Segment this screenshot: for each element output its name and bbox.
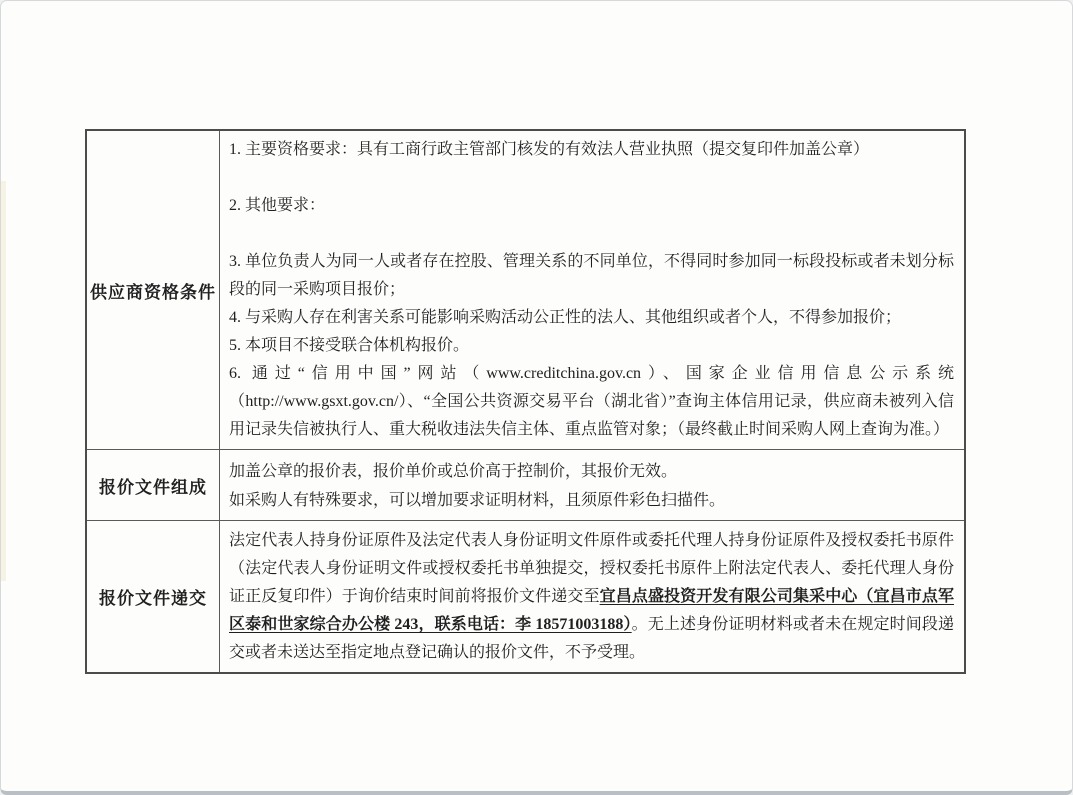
- submission-address-underlined: 宜昌点盛投资开发有限公司集采中心（宜昌市点军区泰和世家综合办公楼 243，联系电话：李 18571003188）: [229, 588, 954, 633]
- table-row-quote-composition: [87, 449, 964, 520]
- composition-line-1: 加盖公章的报价表，报价单价或总价高于控制价，其报价无效。: [229, 463, 678, 480]
- qualification-item-1: 1. 主要资格要求：具有工商行政主管部门核发的有效法人营业执照（提交复印件加盖公章）: [229, 141, 870, 158]
- row-label-supplier-qualification: 供应商资格条件: [87, 131, 220, 449]
- procurement-info-table: [85, 129, 966, 674]
- qualification-item-6: 6. 通过“信用中国”网站（www.creditchina.gov.cn）、国家企业信用信息公示系统（http://www.gsxt.gov.cn/）、“全国公共资源交易平台（湖北省）”查询主体信用记录，供应商未被列入信用记录失信被执行人、重大税收违法失信主体、重点监管对象；（最终截止时间采购人网上查询为准。）: [229, 365, 954, 438]
- submission-text-after: 。无上述身份证明材料或者未在规定时间段递交或者未送达至指定地点登记确认的报价文件，不予受理。: [229, 616, 954, 661]
- quote-composition-content: [220, 450, 964, 520]
- quote-submission-content: [220, 521, 964, 672]
- row-label-quote-composition: 报价文件组成: [87, 450, 220, 520]
- qualification-item-4: 4. 与采购人存在利害关系可能影响采购活动公正性的法人、其他组织或者个人，不得参加报价；: [229, 309, 902, 326]
- qualification-item-2: 2. 其他要求：: [229, 197, 326, 214]
- table-row-supplier-qualification: [87, 131, 964, 449]
- composition-line-2: 如采购人有特殊要求，可以增加要求证明材料，且须原件彩色扫描件。: [229, 492, 726, 509]
- submission-text-before: 法定代表人持身份证原件及法定代表人身份证明文件原件或委托代理人持身份证原件及授权委托书原件（法定代表人身份证明文件或授权委托书单独提交，授权委托书原件上附法定代表人、委托代理人身份证正反复印件）于询价结束时间前将报价文件递交至: [229, 532, 954, 605]
- qualification-item-3: 3. 单位负责人为同一人或者存在控股、管理关系的不同单位，不得同时参加同一标段投标或者未划分标段的同一采购项目报价；: [229, 253, 954, 298]
- supplier-qualification-content: [220, 131, 964, 449]
- submission-paragraph: [229, 527, 954, 667]
- table-row-quote-submission: [87, 520, 964, 672]
- row-label-quote-submission: 报价文件递交: [87, 521, 220, 672]
- qualification-item-5: 5. 本项目不接受联合体机构报价。: [229, 337, 470, 354]
